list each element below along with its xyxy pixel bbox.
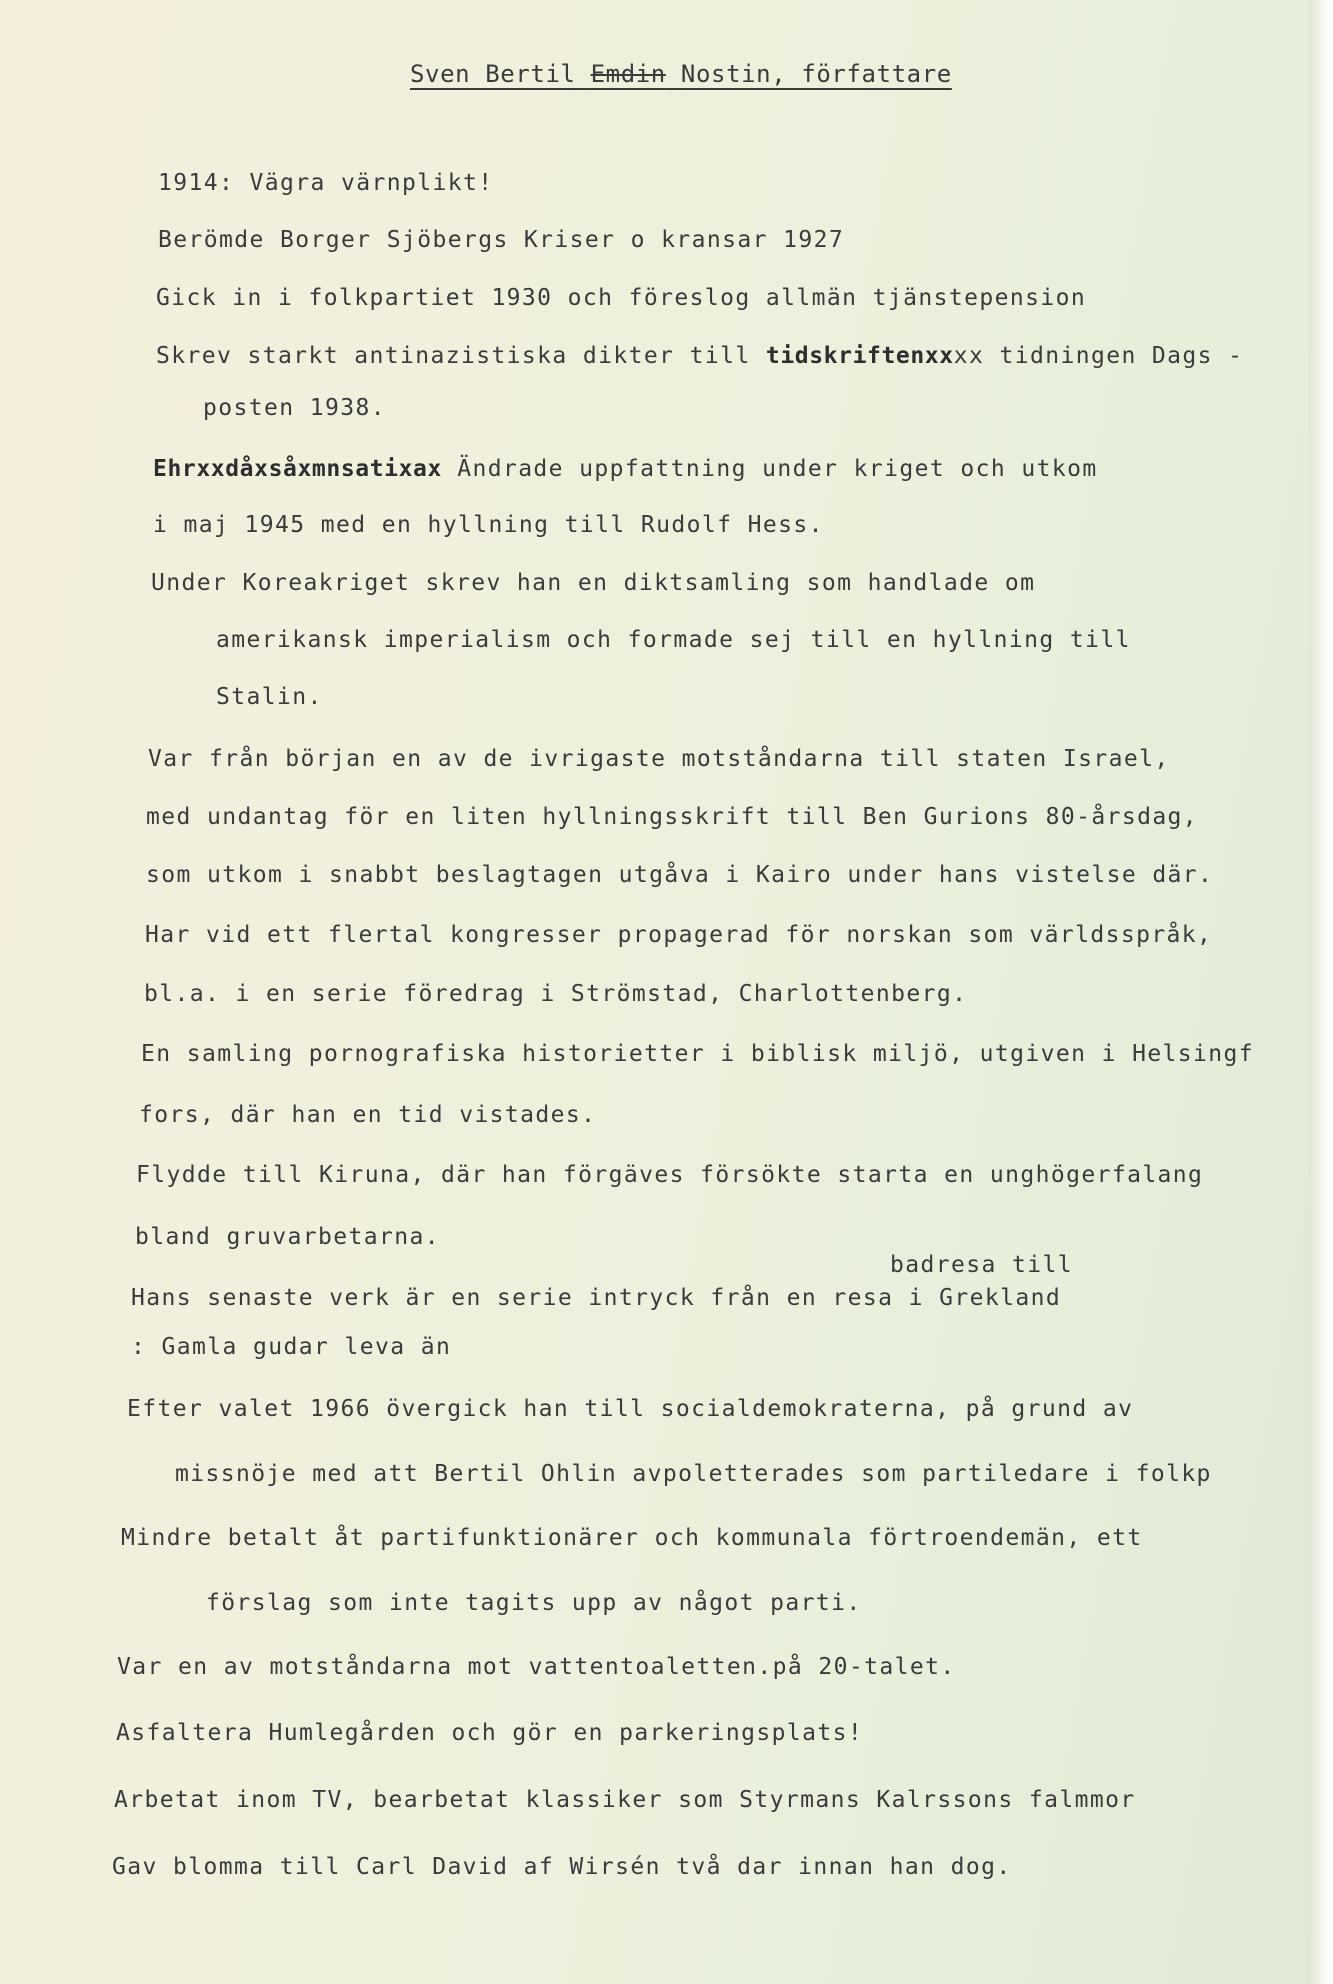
text-line: i maj 1945 med en hyllning till Rudolf Hess. bbox=[153, 512, 824, 538]
text-line: som utkom i snabbt beslagtagen utgåva i Kairo under hans vistelse där. bbox=[146, 862, 1214, 888]
text-line: Gick in i folkpartiet 1930 och föreslog allmän tjänstepension bbox=[156, 285, 1087, 311]
text-line: Har vid ett flertal kongresser propagerad för norskan som världsspråk, bbox=[145, 922, 1213, 948]
text-line: Gav blomma till Carl David af Wirsén två dar innan han dog. bbox=[112, 1854, 1012, 1880]
text-line bbox=[153, 454, 1098, 484]
text-line: Efter valet 1966 övergick han till socialdemokraterna, på grund av bbox=[127, 1396, 1134, 1422]
text-line bbox=[156, 341, 1243, 371]
text-line: med undantag för en liten hyllningsskrift till Ben Gurions 80-årsdag, bbox=[146, 804, 1199, 830]
typed-overstrike: tidskriftenxx bbox=[765, 343, 954, 369]
text-line: Var en av motståndarna mot vattentoaletten.på 20-talet. bbox=[117, 1654, 956, 1680]
text-line: Mindre betalt åt partifunktionärer och kommunala förtroendemän, ett bbox=[121, 1525, 1143, 1551]
text-line: fors, där han en tid vistades. bbox=[139, 1102, 597, 1128]
text-line: Flydde till Kiruna, där han förgäves försökte starta en unghögerfalang bbox=[136, 1162, 1204, 1188]
text-line: Hans senaste verk är en serie intryck från en resa i Grekland bbox=[131, 1285, 1062, 1311]
text-line: En samling pornografiska historietter i biblisk miljö, utgiven i Helsingf bbox=[141, 1041, 1255, 1067]
text-line: 1914: Vägra värnplikt! bbox=[158, 170, 494, 196]
text-line: Stalin. bbox=[216, 684, 323, 710]
text-line: Under Koreakriget skrev han en diktsamling som handlade om bbox=[151, 570, 1036, 596]
typed-overstrike: Ehrxxdåxsåxmnsatixax bbox=[153, 456, 442, 482]
text-line: Arbetat inom TV, bearbetat klassiker som Styrmans Kalrssons falmmor bbox=[114, 1787, 1136, 1813]
text-line: missnöje med att Bertil Ohlin avpoletterades som partiledare i folkp bbox=[175, 1461, 1212, 1487]
page-title bbox=[410, 60, 952, 88]
text-line: : Gamla gudar leva än bbox=[131, 1334, 452, 1360]
line-text: Ändrade uppfattning under kriget och utkom bbox=[441, 456, 1098, 482]
text-line: Berömde Borger Sjöbergs Kriser o kransar 1927 bbox=[158, 227, 845, 253]
text-line: bl.a. i en serie föredrag i Strömstad, Charlottenberg. bbox=[144, 981, 968, 1007]
text-line: förslag som inte tagits upp av något parti. bbox=[206, 1590, 862, 1616]
text-line: posten 1938. bbox=[203, 395, 386, 421]
line-text: xx tidningen Dags - bbox=[953, 343, 1244, 369]
title-struck-name: Emdin bbox=[590, 60, 666, 88]
line-text: Skrev starkt antinazistiska dikter till bbox=[156, 343, 766, 369]
text-line: amerikansk imperialism och formade sej till en hyllning till bbox=[216, 627, 1131, 653]
text-line: Var från början en av de ivrigaste motståndarna till staten Israel, bbox=[148, 746, 1170, 772]
text-line: bland gruvarbetarna. bbox=[135, 1224, 440, 1250]
handwritten-insertion: badresa till bbox=[890, 1252, 1073, 1278]
title-rest: Nostin, författare bbox=[680, 60, 952, 88]
title-first-names: Sven Bertil bbox=[410, 60, 576, 88]
text-line: Asfaltera Humlegården och gör en parkeringsplats! bbox=[116, 1720, 864, 1746]
